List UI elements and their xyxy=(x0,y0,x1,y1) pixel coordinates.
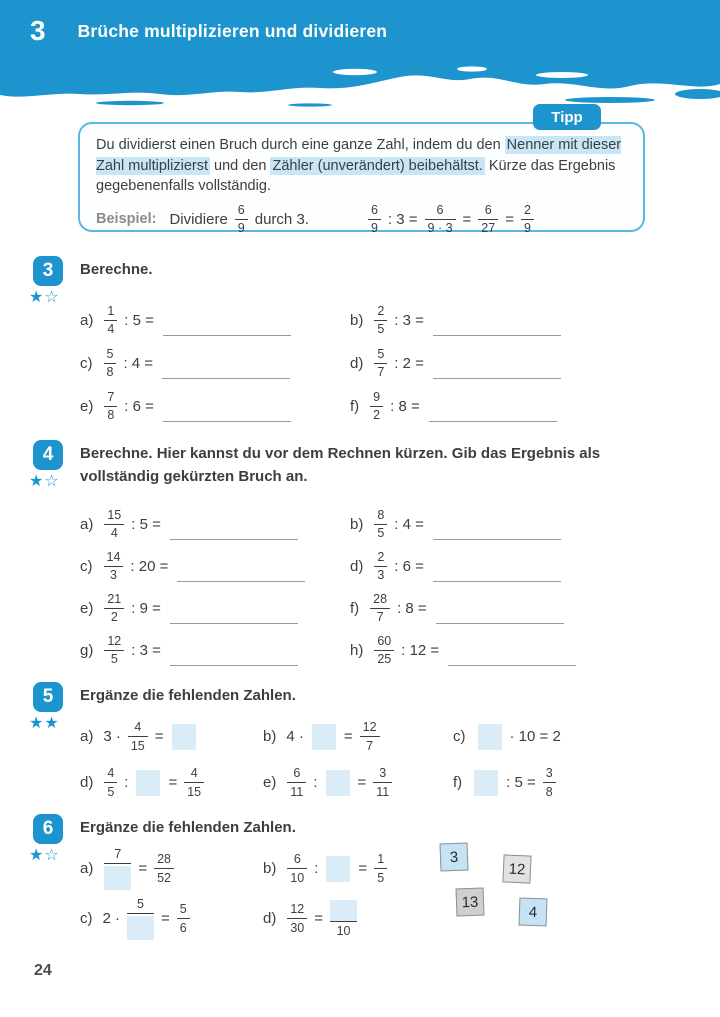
fraction xyxy=(374,348,387,379)
numerator: 6 xyxy=(368,204,381,220)
equation-text: : xyxy=(314,860,319,877)
answer-line[interactable] xyxy=(170,604,298,624)
fraction xyxy=(368,204,381,235)
equation xyxy=(370,635,576,666)
numerator: 15 xyxy=(104,509,124,525)
fraction xyxy=(287,767,306,798)
fraction xyxy=(287,903,307,934)
denominator: 6 xyxy=(179,920,187,935)
equation-text: : 3 = xyxy=(387,210,418,228)
equation-text: = xyxy=(462,210,472,228)
problem-label: b) xyxy=(263,860,277,877)
exercise-3 xyxy=(0,254,720,428)
fraction xyxy=(154,853,174,884)
problem-c xyxy=(80,894,263,944)
answer-line[interactable] xyxy=(429,402,557,422)
chapter-number: 3 xyxy=(30,15,46,46)
equation-text: : 3 = xyxy=(394,311,424,329)
equation xyxy=(100,721,200,752)
equation xyxy=(370,509,561,540)
tip-label: Tipp xyxy=(533,104,601,130)
denominator: 27 xyxy=(481,221,496,236)
numerator: 12 xyxy=(360,721,380,737)
denominator: 25 xyxy=(377,652,392,666)
equation-text: : 5 = xyxy=(124,311,154,329)
equation xyxy=(283,767,396,798)
numerator: 2 xyxy=(521,204,534,220)
fraction xyxy=(104,509,124,540)
problem-c xyxy=(80,545,350,587)
equation-text: = xyxy=(358,860,368,877)
fraction xyxy=(127,898,154,940)
numerator: 5 xyxy=(177,903,190,919)
difficulty-stars: ★☆ xyxy=(29,847,60,864)
equation xyxy=(100,848,178,890)
fraction xyxy=(177,903,190,934)
denominator: 3 xyxy=(109,568,117,582)
problem-label: c) xyxy=(80,354,93,372)
denominator: 9 · 3 xyxy=(427,221,453,236)
problem-a xyxy=(80,299,350,342)
number-tile-13[interactable]: 13 xyxy=(456,888,485,917)
problem-f xyxy=(350,587,650,629)
denominator: 9 xyxy=(237,221,245,236)
numerator: 6 xyxy=(235,204,248,220)
example-sentence xyxy=(166,204,312,235)
answer-line[interactable] xyxy=(162,359,290,379)
denominator: 15 xyxy=(187,784,202,799)
equation-text: = xyxy=(357,774,367,791)
equation xyxy=(366,593,564,624)
equation-text: : 4 = xyxy=(394,515,424,533)
exercise-5 xyxy=(0,680,720,806)
problem-label: b) xyxy=(350,515,364,533)
tip-example xyxy=(96,204,627,235)
denominator: 9 xyxy=(523,221,531,236)
fraction xyxy=(184,767,204,798)
equation xyxy=(370,305,561,336)
exercise-number-badge: 3 xyxy=(33,256,63,286)
equation xyxy=(100,509,298,540)
problem-h xyxy=(350,629,650,671)
denominator: 2 xyxy=(373,408,381,422)
problem-g xyxy=(80,629,350,671)
problem-a xyxy=(80,714,263,760)
problem-label: e) xyxy=(80,397,94,415)
problem-label: f) xyxy=(350,397,360,415)
problem-label: d) xyxy=(80,774,94,791)
missing-number-box[interactable] xyxy=(127,916,154,940)
problem-b xyxy=(263,714,453,760)
equation-text: 4 · xyxy=(286,728,304,745)
problem-label: f) xyxy=(350,599,360,617)
equation-text: : 8 = xyxy=(390,397,420,415)
tip-highlighted-text: Zähler (unverändert) beibehältst. xyxy=(272,157,483,174)
missing-number-box[interactable] xyxy=(474,770,498,796)
equation xyxy=(283,900,361,937)
fraction xyxy=(374,635,394,666)
problem-label: f) xyxy=(453,774,463,791)
problem-b xyxy=(350,503,650,545)
problem-c xyxy=(80,342,350,385)
fraction xyxy=(374,305,387,336)
numerator: 28 xyxy=(370,593,390,609)
equation xyxy=(370,348,561,379)
equation xyxy=(100,898,194,940)
equation-text: = xyxy=(154,728,164,745)
equation xyxy=(100,305,291,336)
numerator: 3 xyxy=(543,767,556,783)
problem-grid xyxy=(80,714,720,806)
equation xyxy=(100,391,291,422)
number-tile-3[interactable]: 3 xyxy=(440,843,469,872)
numerator: 1 xyxy=(104,305,117,321)
problem-label: d) xyxy=(263,910,277,927)
numerator: 12 xyxy=(287,903,307,919)
denominator: 10 xyxy=(290,870,305,885)
denominator: 11 xyxy=(290,784,304,799)
brush-stroke-decoration xyxy=(0,60,720,110)
equation-text: : 3 = xyxy=(131,641,161,659)
number-tile-4[interactable]: 4 xyxy=(519,898,548,927)
fraction xyxy=(104,593,124,624)
missing-number-box[interactable] xyxy=(326,856,350,882)
equation-text: : xyxy=(124,774,129,791)
problem-b xyxy=(263,844,453,894)
equation-text: = xyxy=(505,210,514,228)
denominator: 8 xyxy=(545,784,553,799)
problem-label: b) xyxy=(263,728,277,745)
fraction xyxy=(287,853,307,884)
answer-line[interactable] xyxy=(170,646,298,666)
problem-d xyxy=(350,545,650,587)
problem-label: a) xyxy=(80,515,94,533)
missing-number-box[interactable] xyxy=(312,724,336,750)
equation-text: : xyxy=(313,774,318,791)
problem-label: e) xyxy=(80,599,94,617)
numerator: 7 xyxy=(104,848,131,864)
problem-c xyxy=(453,714,720,760)
denominator: 10 xyxy=(336,923,351,938)
answer-line[interactable] xyxy=(163,402,291,422)
problem-label: g) xyxy=(80,641,94,659)
problem-d xyxy=(263,894,453,944)
equation xyxy=(370,551,561,582)
equation xyxy=(100,767,208,798)
fraction xyxy=(543,767,556,798)
fraction xyxy=(104,348,117,379)
answer-line[interactable] xyxy=(170,520,298,540)
exercise-instruction: Ergänze die fehlenden Zahlen. xyxy=(80,819,296,836)
fraction xyxy=(235,204,248,235)
equation xyxy=(283,853,391,884)
denominator: 5 xyxy=(107,784,115,799)
tip-text-segment: und den xyxy=(210,157,271,174)
problem-a xyxy=(80,844,263,894)
denominator: 4 xyxy=(110,526,118,540)
numerator: 5 xyxy=(374,348,387,364)
problem-label: c) xyxy=(453,728,466,745)
problem-d xyxy=(350,342,650,385)
equation xyxy=(100,551,306,582)
problem-label: d) xyxy=(350,354,364,372)
numerator: 4 xyxy=(128,721,148,737)
equation-text: : 5 = xyxy=(131,515,161,533)
problem-e xyxy=(80,587,350,629)
missing-number-box[interactable] xyxy=(136,770,160,796)
chapter-band xyxy=(0,0,720,62)
equation-text: = xyxy=(343,728,353,745)
problem-f xyxy=(453,760,720,806)
problem-b xyxy=(350,299,650,342)
problem-label: c) xyxy=(80,910,93,927)
exercise-instruction: Ergänze die fehlenden Zahlen. xyxy=(80,687,296,704)
equation-text: : 9 = xyxy=(131,599,161,617)
equation-text: Dividiere xyxy=(169,210,228,228)
difficulty-stars: ★☆ xyxy=(29,473,60,490)
fraction xyxy=(104,767,117,798)
problem-a xyxy=(80,503,350,545)
problem-grid xyxy=(80,844,720,944)
problem-e xyxy=(80,385,350,428)
denominator: 52 xyxy=(157,870,172,885)
equation-text: 2 · xyxy=(102,910,121,927)
answer-line[interactable] xyxy=(433,316,561,336)
numerator: 7 xyxy=(104,391,117,407)
fraction xyxy=(104,551,124,582)
problem-label: a) xyxy=(80,311,94,329)
tip-highlighted-text: Nenner mit dieser Zahl multiplizierst xyxy=(96,137,622,174)
example-label: Beispiel: xyxy=(96,211,157,228)
tip-text-segment: Du dividierst einen Bruch durch eine ganze Zahl, indem du den xyxy=(96,137,505,153)
missing-number-box[interactable] xyxy=(172,724,196,750)
equation xyxy=(100,593,298,624)
fraction xyxy=(104,635,124,666)
chapter-title: Brüche multiplizieren und dividieren xyxy=(77,20,388,41)
fraction xyxy=(360,721,380,752)
denominator: 9 xyxy=(370,221,378,236)
equation xyxy=(366,391,557,422)
number-tile-12[interactable]: 12 xyxy=(502,854,531,883)
fraction xyxy=(521,204,534,235)
problem-label: a) xyxy=(80,728,94,745)
exercise-number-badge: 5 xyxy=(33,682,63,712)
denominator: 8 xyxy=(107,408,115,422)
denominator: 4 xyxy=(107,322,115,336)
missing-number-box[interactable] xyxy=(104,866,131,890)
fraction xyxy=(373,767,392,798)
problem-label: c) xyxy=(80,557,93,575)
equation-text: 3 · xyxy=(103,728,121,745)
answer-line[interactable] xyxy=(177,562,305,582)
problem-label: a) xyxy=(80,860,94,877)
equation-text: : 8 = xyxy=(397,599,427,617)
exercise-number-badge: 6 xyxy=(33,814,63,844)
denominator: 11 xyxy=(376,784,390,799)
page-number: 24 xyxy=(34,962,52,979)
denominator: 5 xyxy=(377,526,385,540)
equation xyxy=(100,348,291,379)
numerator: 21 xyxy=(104,593,124,609)
answer-line[interactable] xyxy=(433,359,561,379)
equation-text: : 4 = xyxy=(123,354,154,372)
numerator: 60 xyxy=(374,635,394,651)
equation-text: = xyxy=(138,860,148,877)
numerator: 12 xyxy=(104,635,124,651)
denominator: 8 xyxy=(106,365,114,379)
answer-line[interactable] xyxy=(448,646,576,666)
equation-text: : 2 = xyxy=(394,354,424,372)
fraction xyxy=(104,848,131,890)
numerator: 3 xyxy=(373,767,392,783)
problem-label: h) xyxy=(350,641,364,659)
exercise-instruction: Berechne. xyxy=(80,261,153,278)
problem-f xyxy=(350,385,650,428)
answer-line[interactable] xyxy=(433,562,561,582)
numerator: 2 xyxy=(374,551,387,567)
equation-text: · 10 = 2 xyxy=(509,728,561,745)
exercise-instruction: Berechne. Hier kannst du vor dem Rechnen kürzen. Gib das Ergebnis als vollständig gekürzten Bruch an. xyxy=(80,445,601,485)
problem-grid xyxy=(80,299,720,428)
fraction xyxy=(370,391,383,422)
tip-text xyxy=(96,135,631,197)
exercise-4 xyxy=(0,438,720,671)
exercise-number-badge: 4 xyxy=(33,440,63,470)
missing-number-box[interactable] xyxy=(330,900,357,922)
equation-text: = xyxy=(168,774,178,791)
numerator: 4 xyxy=(184,767,204,783)
problem-d xyxy=(80,760,263,806)
tip-text-segment: Kürze das Ergebnis gegebenenfalls vollständig. xyxy=(96,157,616,195)
denominator: 5 xyxy=(377,870,385,885)
equation-text: : 6 = xyxy=(124,397,154,415)
denominator: 3 xyxy=(377,568,385,582)
numerator: 14 xyxy=(104,551,124,567)
denominator: 15 xyxy=(130,738,145,753)
difficulty-stars: ★☆ xyxy=(29,289,60,306)
equation xyxy=(100,635,298,666)
equation-text: = xyxy=(161,910,170,927)
denominator: 5 xyxy=(110,652,118,666)
numerator: 8 xyxy=(374,509,387,525)
numerator: 6 xyxy=(478,204,498,220)
problem-label: e) xyxy=(263,774,277,791)
denominator: 30 xyxy=(290,920,305,935)
fraction xyxy=(330,900,357,937)
tip-box xyxy=(78,108,645,236)
numerator: 9 xyxy=(370,391,383,407)
fraction xyxy=(374,509,387,540)
numerator: 5 xyxy=(104,348,117,364)
fraction xyxy=(374,853,387,884)
fraction xyxy=(425,204,456,235)
denominator: 7 xyxy=(366,738,374,753)
answer-line[interactable] xyxy=(436,604,564,624)
example-equation xyxy=(364,204,538,235)
fraction xyxy=(104,391,117,422)
equation xyxy=(283,721,383,752)
denominator: 7 xyxy=(377,365,385,379)
missing-number-box[interactable] xyxy=(326,770,350,796)
difficulty-stars: ★★ xyxy=(29,715,60,732)
numerator: 2 xyxy=(374,305,387,321)
problem-e xyxy=(263,760,453,806)
numerator: 5 xyxy=(127,898,154,914)
fraction xyxy=(370,593,390,624)
equation-text: durch 3. xyxy=(254,210,309,228)
denominator: 7 xyxy=(376,610,384,624)
equation-text: : 20 = xyxy=(130,557,169,575)
numerator: 6 xyxy=(425,204,456,220)
equation-text: : 5 = xyxy=(506,774,536,791)
denominator: 2 xyxy=(110,610,118,624)
answer-line[interactable] xyxy=(433,520,561,540)
numerator: 6 xyxy=(287,767,306,783)
fraction xyxy=(478,204,498,235)
fraction xyxy=(104,305,117,336)
exercise-6 xyxy=(0,812,720,944)
problem-label: d) xyxy=(350,557,364,575)
numerator: 1 xyxy=(374,853,387,869)
fraction xyxy=(374,551,387,582)
equation-text: : 6 = xyxy=(394,557,424,575)
equation-text: : 12 = xyxy=(401,641,440,659)
fraction xyxy=(128,721,148,752)
equation-text: = xyxy=(314,910,324,927)
answer-line[interactable] xyxy=(163,316,291,336)
missing-number-box[interactable] xyxy=(478,724,502,750)
equation xyxy=(473,724,564,750)
denominator: 5 xyxy=(377,322,385,336)
equation xyxy=(469,767,560,798)
numerator: 28 xyxy=(154,853,174,869)
problem-grid xyxy=(80,503,720,671)
numerator: 6 xyxy=(287,853,307,869)
problem-label: b) xyxy=(350,311,364,329)
numerator: 4 xyxy=(104,767,117,783)
